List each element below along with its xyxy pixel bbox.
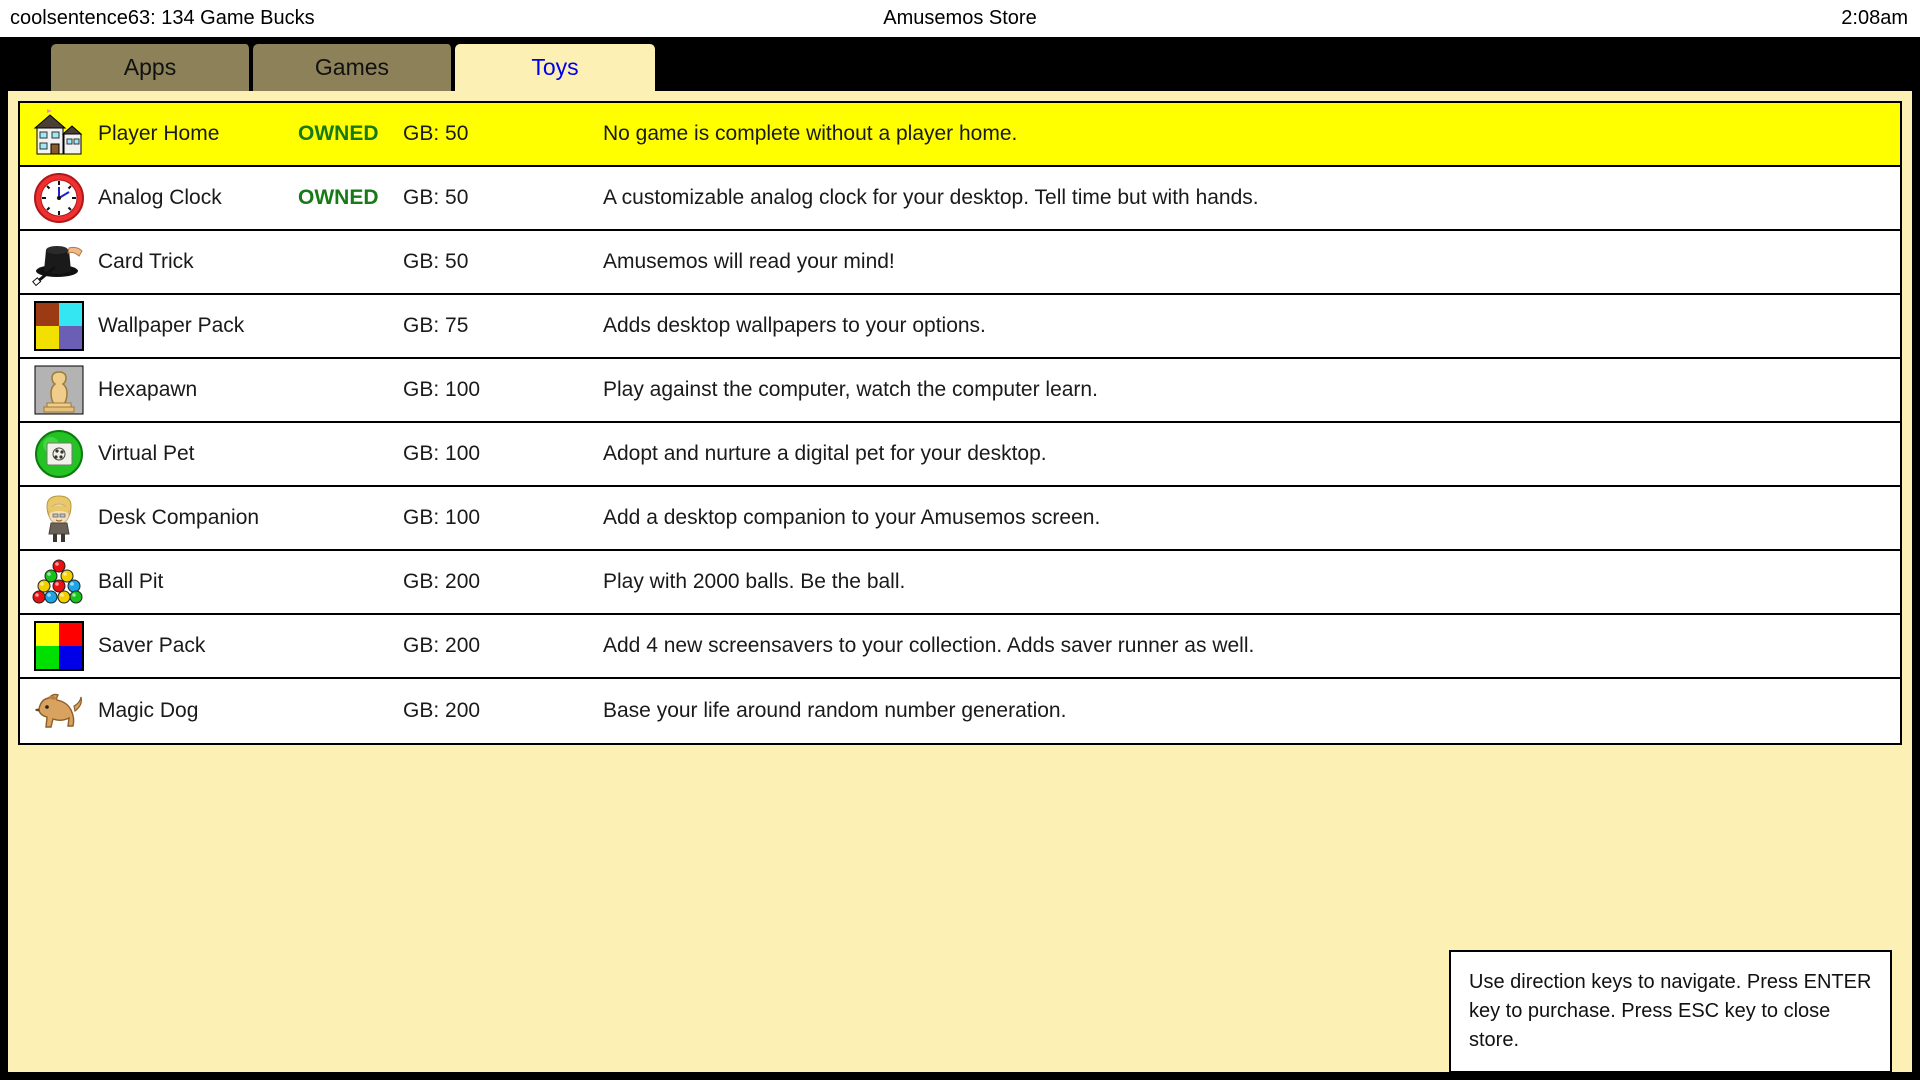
tab-bar xyxy=(0,37,1920,91)
item-price: GB: 50 xyxy=(403,186,469,209)
item-price: GB: 200 xyxy=(403,570,481,593)
item-name: Hexapawn xyxy=(98,378,198,401)
owned-badge: OWNED xyxy=(298,186,379,209)
item-name: Ball Pit xyxy=(98,570,164,593)
analog-clock-icon xyxy=(20,166,98,230)
store-item-list[interactable] xyxy=(18,101,1902,745)
item-description: A customizable analog clock for your desktop. Tell time but with hands. xyxy=(603,186,1259,209)
item-name: Wallpaper Pack xyxy=(98,314,245,337)
item-description: Base your life around random number generation. xyxy=(603,699,1067,722)
ball-pit-icon xyxy=(20,550,98,614)
store-panel xyxy=(8,91,1912,1072)
item-price: GB: 75 xyxy=(403,314,469,337)
tab-toys[interactable] xyxy=(455,44,655,91)
owned-badge: OWNED xyxy=(298,122,379,145)
help-tooltip xyxy=(1449,950,1892,1072)
dog-icon xyxy=(20,679,98,743)
item-description: Adds desktop wallpapers to your options. xyxy=(603,314,986,337)
store-item-row[interactable] xyxy=(20,551,1900,615)
store-item-row[interactable] xyxy=(20,295,1900,359)
store-item-row[interactable] xyxy=(20,615,1900,679)
item-name: Desk Companion xyxy=(98,506,260,529)
item-name: Saver Pack xyxy=(98,634,206,657)
chess-pawn-icon xyxy=(20,358,98,422)
item-description: Add 4 new screensavers to your collection. Adds saver runner as well. xyxy=(603,634,1255,657)
store-item-row[interactable] xyxy=(20,231,1900,295)
store-item-row[interactable] xyxy=(20,423,1900,487)
tab-toys-label: Toys xyxy=(531,54,579,80)
item-price: GB: 100 xyxy=(403,442,481,465)
item-name: Analog Clock xyxy=(98,186,222,209)
item-price: GB: 200 xyxy=(403,634,481,657)
item-price: GB: 50 xyxy=(403,122,469,145)
tab-apps-label: Apps xyxy=(123,54,177,80)
player-bucks-status: coolsentence63: 134 Game Bucks xyxy=(10,7,315,29)
item-description: Add a desktop companion to your Amusemos screen. xyxy=(603,506,1101,529)
character-icon xyxy=(20,486,98,550)
item-description: No game is complete without a player home. xyxy=(603,122,1018,145)
store-item-row[interactable] xyxy=(20,167,1900,231)
top-hat-icon xyxy=(20,230,98,294)
house-icon xyxy=(20,102,98,166)
item-price: GB: 100 xyxy=(403,378,481,401)
tab-games-label: Games xyxy=(314,54,390,80)
virtual-pet-icon xyxy=(20,422,98,486)
tab-apps[interactable] xyxy=(51,44,251,91)
saver-pack-icon xyxy=(20,614,98,678)
page-title: Amusemos Store xyxy=(883,7,1037,29)
wallpaper-icon xyxy=(20,294,98,358)
item-price: GB: 50 xyxy=(403,250,469,273)
item-description: Play against the computer, watch the computer learn. xyxy=(603,378,1098,401)
store-item-row[interactable] xyxy=(20,359,1900,423)
item-name: Virtual Pet xyxy=(98,442,195,465)
help-text: Use direction keys to navigate. Press ENTER key to purchase. Press ESC key to close store. xyxy=(1469,971,1872,1051)
store-item-row[interactable] xyxy=(20,487,1900,551)
tab-games[interactable] xyxy=(253,44,453,91)
item-price: GB: 100 xyxy=(403,506,481,529)
store-item-row[interactable] xyxy=(20,103,1900,167)
item-price: GB: 200 xyxy=(403,699,481,722)
store-item-row[interactable] xyxy=(20,679,1900,743)
item-description: Adopt and nurture a digital pet for your desktop. xyxy=(603,442,1047,465)
top-status-bar xyxy=(0,0,1920,37)
clock: 2:08am xyxy=(1841,7,1908,29)
item-description: Amusemos will read your mind! xyxy=(603,250,895,273)
item-name: Player Home xyxy=(98,122,220,145)
item-name: Card Trick xyxy=(98,250,194,273)
item-description: Play with 2000 balls. Be the ball. xyxy=(603,570,906,593)
item-name: Magic Dog xyxy=(98,699,199,722)
